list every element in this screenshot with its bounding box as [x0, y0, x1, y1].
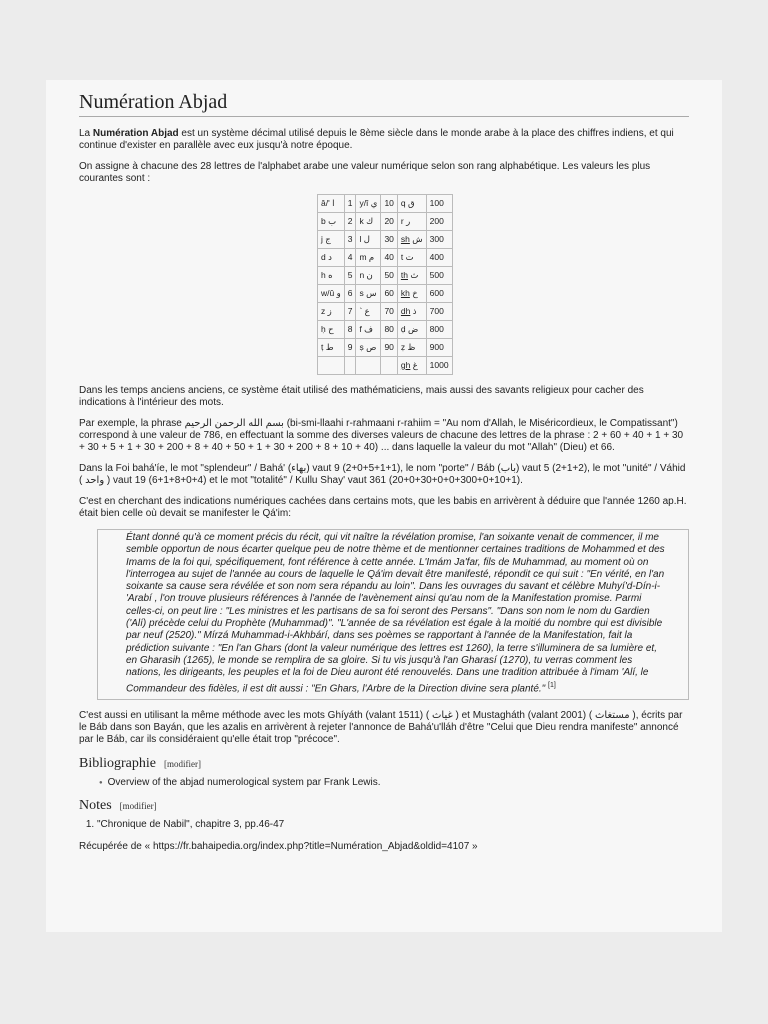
table-row [318, 321, 453, 339]
table-letter-cell [356, 357, 381, 375]
table-value-cell: 3 [344, 231, 356, 249]
table-value-cell: 6 [344, 285, 356, 303]
table-letter-cell: ` ع [356, 303, 381, 321]
intro-before: La [79, 128, 93, 139]
table-letter-cell [318, 357, 345, 375]
intro-bold: Numération Abjad [92, 128, 179, 139]
notes-edit-link[interactable]: [modifier] [119, 801, 157, 812]
table-row [318, 285, 453, 303]
table-letter-cell: y/î ي [356, 195, 381, 213]
table-letter-cell: th ث [397, 267, 426, 285]
table-letter-cell: d د [318, 249, 345, 267]
table-value-cell: 1 [344, 195, 356, 213]
table-letter-cell: dh ذ [397, 303, 426, 321]
table-letter-cell: z ز [318, 303, 345, 321]
table-value-cell: 5 [344, 267, 356, 285]
table-letter-cell: ḥ ح [318, 321, 345, 339]
retrieved-from: Récupérée de « https://fr.bahaipedia.org/index.php?title=Numération_Abjad&oldid=4107 » [79, 841, 478, 853]
table-row [318, 267, 453, 285]
table-row [318, 231, 453, 249]
list-item[interactable]: ● Overview of the abjad numerological system par Frank Lewis. [99, 777, 689, 789]
paragraph-ancient: Dans les temps anciens anciens, ce système était utilisé des mathématiciens, mais aussi des savants religieux pour cacher des indications à l'intérieur des mots. [79, 385, 644, 408]
table-value-cell [381, 357, 397, 375]
section-notes [79, 797, 689, 815]
table-letter-cell: ẓ ظ [397, 339, 426, 357]
table-value-cell: 80 [381, 321, 397, 339]
table-letter-cell: s س [356, 285, 381, 303]
table-row [318, 249, 453, 267]
table-letter-cell: l ل [356, 231, 381, 249]
table-letter-cell: m م [356, 249, 381, 267]
footnote-ref[interactable]: [1] [548, 681, 556, 689]
table-value-cell: 10 [381, 195, 397, 213]
paragraph-example: Par exemple, la phrase بسم الله الرحمن الرحيم (bi-smi-llaahi r-rahmaani r-rahiim = "Au nom d'Allah, le Miséricordieux, le Compatissant") correspond à une valeur de 786, en effectuant la somme des diverses valeurs de chacune des lettres de la phrase : 2 + 60 + 40 + 1 + 30 + 30 + 5 + 1 + 30 + 200 + 8 + 40 + 50 + 1 + 30 + 200 + 8 + 10 + 40) ... dans laquelle la valeur du mot "Allah" (Dieu) et 66. [79, 418, 684, 453]
paragraph-1260: C'est en cherchant des indications numériques cachées dans certains mots, que les babis en arrivèrent à déduire que l'année 1260 ap.H. était bien celle où devait se manifester le Qá'im: [79, 496, 687, 519]
table-row [318, 213, 453, 231]
notes-heading: Notes [79, 798, 112, 814]
table-value-cell: 70 [381, 303, 397, 321]
quote-block [97, 529, 689, 700]
intro-paragraph [79, 128, 689, 152]
table-letter-cell: q ق [397, 195, 426, 213]
notes-list [79, 819, 689, 831]
table-value-cell: 50 [381, 267, 397, 285]
table-row [318, 357, 453, 375]
table-value-cell: 4 [344, 249, 356, 267]
table-row [318, 195, 453, 213]
paragraph-bahai: Dans la Foi bahá'íe, le mot "splendeur" / Bahá' (بهاء) vaut 9 (2+0+5+1+1), le nom "porte" / Báb (باب) vaut 5 (2+1+2), le mot "unité" / Váhid ( واحد ) vaut 19 (6+1+8+0+4) et le mot "totalité" / Kullu Shay' vaut 361 (20+0+30+0+0+300+0+10+1). [79, 463, 686, 486]
table-row [318, 303, 453, 321]
list-item: 1. "Chronique de Nabil", chapitre 3, pp.46-47 [97, 819, 689, 831]
table-letter-cell: r ر [397, 213, 426, 231]
quote-text: Étant donné qu'à ce moment précis du récit, qui vit naître la révélation promise, l'an soixante venait de commencer, il me semble opportun de nous écarter quelque peu de notre thème et de mentionner certaines traditions de Mohammed et des Imams de la foi qui, spécifiquement, font référence à cette année. L'Imám Ja'far, fils de Muhammad, au moment où on l'interrogea au sujet de l'année au cours de laquelle le Qá'im devait être manifesté, répondit ce qui suit : "En vérité, en l'an soixante sa cause sera révélée et son nom sera répandu au loin". Dans les ouvrages du savant et célèbre Muhyí'd-Dín-i-'Arabí , l'on trouve plusieurs références à l'année de l'avènement ainsi qu'au nom de la Manifestation promise. Parmi celles-ci, on peut lire : "Les ministres et les partisans de sa foi seront des Persans". "Dans son nom le nom du Gardien ('Alí) précède celui du Prophète (Muhammad)". "L'année de sa révélation est égale à la moitié du nombre qui est divisible par neuf (2520)." Mírzá Muhammad-i-Akhbárí, dans ses poèmes se rapportant à l'année de la Manifestation, fait la prédiction suivante : "En l'an Ghars (dont la valeur numérique des lettres est 1260), la terre s'illuminera de sa lumière et, en Gharasih (1265), le monde se remplira de sa gloire. Si tu vis jusqu'à l'an Gharasí (1270), tu verras comment les nations, les dirigeants, les peuples et la foi de Dieu auront été renouvelés. Dans une tradition attribuée à l'imam 'Alí, le Commandeur des fidèles, il est dit aussi : "En Ghars, l'Arbre de la Direction divine sera planté." [126, 532, 665, 694]
table-value-cell: 500 [426, 267, 452, 285]
table-value-cell: 200 [426, 213, 452, 231]
table-letter-cell: ḍ ض [397, 321, 426, 339]
table-value-cell: 30 [381, 231, 397, 249]
table-letter-cell: j ج [318, 231, 345, 249]
table-letter-cell: k ك [356, 213, 381, 231]
table-value-cell: 1000 [426, 357, 452, 375]
table-value-cell: 9 [344, 339, 356, 357]
bibliography-list [79, 777, 689, 789]
table-value-cell: 20 [381, 213, 397, 231]
table-letter-cell: h ه [318, 267, 345, 285]
table-letter-cell: kh خ [397, 285, 426, 303]
article-content [79, 88, 689, 862]
table-value-cell [344, 357, 356, 375]
table-value-cell: 300 [426, 231, 452, 249]
table-letter-cell: ṣ ص [356, 339, 381, 357]
table-value-cell: 60 [381, 285, 397, 303]
bibliography-edit-link[interactable]: [modifier] [164, 759, 201, 770]
table-value-cell: 2 [344, 213, 356, 231]
table-letter-cell: gh غ [397, 357, 426, 375]
table-value-cell: 7 [344, 303, 356, 321]
paragraph-letters: On assigne à chacune des 28 lettres de l'alphabet arabe une valeur numérique selon son rang alphabétique. Les valeurs les plus courantes sont : [79, 161, 651, 184]
paragraph-azalis: C'est aussi en utilisant la même méthode avec les mots Ghíyáth (valant 1511) ( غياث ) et Mustagháth (valant 2001) ( مستغاث ), écrits par le Báb dans son Bayán, que les azalis en arrivèrent à rejeter l'annonce de Bahá'u'lláh d'être "Celui que Dieu rendra manifeste" annoncé par le Báb, car ils considéraient qu'elle était trop "précoce". [79, 710, 683, 746]
table-value-cell: 90 [381, 339, 397, 357]
table-letter-cell: ṭ ط [318, 339, 345, 357]
table-value-cell: 100 [426, 195, 452, 213]
table-letter-cell: â/' ا [318, 195, 345, 213]
page-title: Numération Abjad [79, 90, 689, 117]
table-value-cell: 900 [426, 339, 452, 357]
abjad-table [317, 194, 453, 375]
table-letter-cell: t ت [397, 249, 426, 267]
bibliography-heading: Bibliographie [79, 756, 156, 772]
section-bibliography [79, 755, 689, 773]
table-letter-cell: n ن [356, 267, 381, 285]
table-value-cell: 600 [426, 285, 452, 303]
table-letter-cell: w/û و [318, 285, 345, 303]
table-value-cell: 800 [426, 321, 452, 339]
intro-after: est un système décimal utilisé depuis le 8ème siècle dans le monde arabe à la place des chiffres indiens, et qui continue d'exister en parallèle avec eux jusqu'à notre époque. [79, 128, 674, 151]
table-letter-cell: sh ش [397, 231, 426, 249]
table-value-cell: 700 [426, 303, 452, 321]
table-value-cell: 8 [344, 321, 356, 339]
table-letter-cell: b ب [318, 213, 345, 231]
table-value-cell: 40 [381, 249, 397, 267]
table-row [318, 339, 453, 357]
table-value-cell: 400 [426, 249, 452, 267]
table-letter-cell: f ف [356, 321, 381, 339]
